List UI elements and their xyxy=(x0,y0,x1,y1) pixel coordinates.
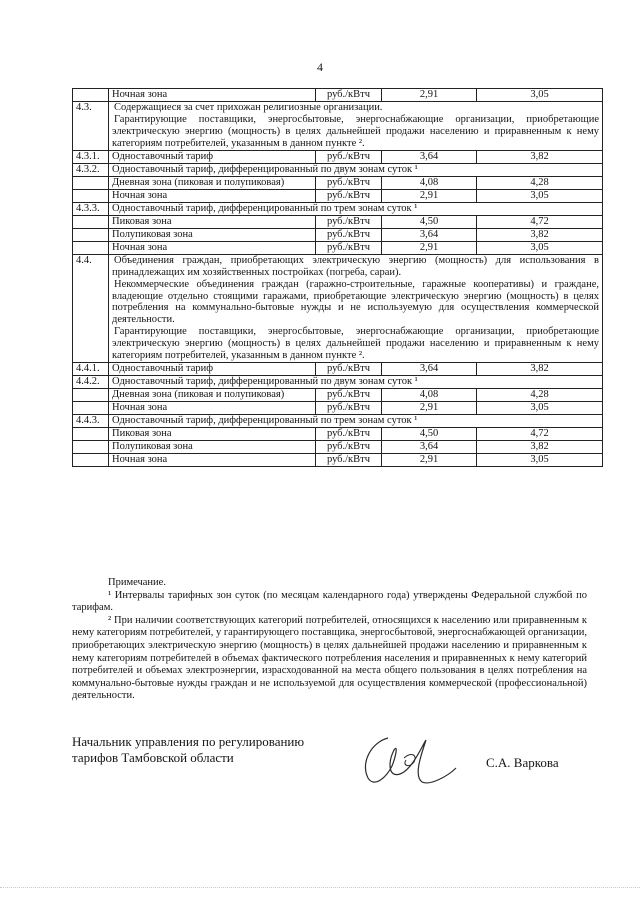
zone-label: Полупиковая зона xyxy=(109,228,316,241)
tariff-value-first-half: 2,91 xyxy=(382,402,477,415)
zone-label: Пиковая зона xyxy=(109,428,316,441)
tariff-value-first-half: 2,91 xyxy=(382,89,477,102)
unit-cell: руб./кВтч xyxy=(316,189,382,202)
zone-label: Дневная зона (пиковая и полупиковая) xyxy=(109,389,316,402)
signatory-title-line-2: тарифов Тамбовской области xyxy=(72,749,234,765)
item-number xyxy=(73,454,109,467)
category-paragraph: Гарантирующие поставщики, энергосбытовые, энергоснабжающие организации, приобретающие электрическую энергию (мощность) в целях дальнейшей продажи населению и приравненным к нему категориям потребителей, указанным в данном пункте ². xyxy=(112,113,599,149)
table-row xyxy=(73,228,603,241)
zone-label: Одноставочный тариф xyxy=(109,150,316,163)
tariff-type-heading: Одноставочный тариф, дифференцированный по трем зонам суток ¹ xyxy=(109,415,603,428)
handwritten-signature xyxy=(352,728,462,790)
tariff-value-first-half: 3,64 xyxy=(382,441,477,454)
item-number: 4.3.1. xyxy=(73,150,109,163)
table-row xyxy=(73,163,603,176)
table-row xyxy=(73,189,603,202)
notes-section xyxy=(72,577,587,703)
tariff-value-second-half: 3,05 xyxy=(477,402,603,415)
table-row xyxy=(73,101,603,150)
unit-cell: руб./кВтч xyxy=(316,441,382,454)
unit-cell: руб./кВтч xyxy=(316,454,382,467)
table-row xyxy=(73,215,603,228)
tariff-type-heading: Одноставочный тариф, дифференцированный по трем зонам суток ¹ xyxy=(109,202,603,215)
table-row xyxy=(73,241,603,254)
tariff-value-first-half: 4,08 xyxy=(382,389,477,402)
item-number xyxy=(73,215,109,228)
tariff-value-first-half: 2,91 xyxy=(382,189,477,202)
tariff-value-second-half: 3,05 xyxy=(477,454,603,467)
tariff-value-first-half: 3,64 xyxy=(382,363,477,376)
table-row xyxy=(73,454,603,467)
table-row xyxy=(73,389,603,402)
tariff-value-second-half: 3,05 xyxy=(477,89,603,102)
table-row xyxy=(73,89,603,102)
category-paragraph: Гарантирующие поставщики, энергосбытовые, энергоснабжающие организации, приобретающие электрическую энергию (мощность) в целях дальнейшей продажи населению и приравненным к нему категориям потребителей, указанным в данном пункте ². xyxy=(112,326,599,362)
tariff-value-second-half: 3,05 xyxy=(477,241,603,254)
tariff-value-second-half: 3,05 xyxy=(477,189,603,202)
item-number: 4.3.3. xyxy=(73,202,109,215)
item-number xyxy=(73,402,109,415)
tariff-table xyxy=(72,88,603,467)
zone-label: Ночная зона xyxy=(109,189,316,202)
tariff-type-heading: Одноставочный тариф, дифференцированный по двум зонам суток ¹ xyxy=(109,163,603,176)
category-description xyxy=(109,101,603,150)
zone-label: Одноставочный тариф xyxy=(109,363,316,376)
tariff-value-first-half: 3,64 xyxy=(382,150,477,163)
zone-label: Пиковая зона xyxy=(109,215,316,228)
tariff-value-second-half: 4,72 xyxy=(477,215,603,228)
unit-cell: руб./кВтч xyxy=(316,241,382,254)
item-number: 4.4.2. xyxy=(73,376,109,389)
footnote-2: ² При наличии соответствующих категорий потребителей, относящихся к населению или приравненным к нему категориям потребителей, у гарантирующего поставщика, энергосбытовой, энергоснабжающей организации, приобретающих электрическую энергию (мощность) в целях дальнейшей продажи населению и приравненным к нему категориям потребителей в объемах фактического потребления населения и приравненных к нему категорий потребителей и объемах электроэнергии, израсходованной на места общего пользования в целях потребления на коммунально-бытовые нужды граждан и не используемой для осуществления коммерческой (профессиональной) деятельности. xyxy=(72,614,587,702)
table-row xyxy=(73,428,603,441)
zone-label: Полупиковая зона xyxy=(109,441,316,454)
item-number: 4.4.1. xyxy=(73,363,109,376)
table-row xyxy=(73,402,603,415)
table-row xyxy=(73,176,603,189)
table-row xyxy=(73,415,603,428)
zone-label: Ночная зона xyxy=(109,241,316,254)
footnote-1: ¹ Интервалы тарифных зон суток (по месяцам календарного года) утверждены Федеральной службой по тарифам. xyxy=(72,589,587,614)
notes-heading: Примечание. xyxy=(108,577,166,588)
signatory-name: С.А. Варкова xyxy=(486,755,559,770)
table-row xyxy=(73,363,603,376)
category-description xyxy=(109,254,603,363)
unit-cell: руб./кВтч xyxy=(316,89,382,102)
signatory-title-line-1: Начальник управления по регулированию xyxy=(72,734,305,749)
item-number: 4.4. xyxy=(73,254,109,363)
item-number xyxy=(73,228,109,241)
item-number xyxy=(73,241,109,254)
item-number: 4.3. xyxy=(73,101,109,150)
zone-label: Дневная зона (пиковая и полупиковая) xyxy=(109,176,316,189)
unit-cell: руб./кВтч xyxy=(316,215,382,228)
zone-label: Ночная зона xyxy=(109,454,316,467)
tariff-value-first-half: 2,91 xyxy=(382,454,477,467)
item-number xyxy=(73,176,109,189)
table-row xyxy=(73,441,603,454)
page-number: 4 xyxy=(317,60,323,74)
table-row xyxy=(73,376,603,389)
item-number xyxy=(73,389,109,402)
category-paragraph: Объединения граждан, приобретающих электрическую энергию (мощность) для использования в принадлежащих им хозяйственных постройках (погреба, сараи). xyxy=(112,254,599,278)
item-number xyxy=(73,189,109,202)
item-number xyxy=(73,428,109,441)
table-row xyxy=(73,202,603,215)
scan-border-line xyxy=(0,887,640,889)
tariff-value-first-half: 2,91 xyxy=(382,241,477,254)
item-number: 4.4.3. xyxy=(73,415,109,428)
tariff-value-second-half: 3,82 xyxy=(477,150,603,163)
table-row xyxy=(73,254,603,363)
tariff-value-second-half: 3,82 xyxy=(477,228,603,241)
tariff-value-second-half: 4,72 xyxy=(477,428,603,441)
table-row xyxy=(73,150,603,163)
unit-cell: руб./кВтч xyxy=(316,176,382,189)
unit-cell: руб./кВтч xyxy=(316,402,382,415)
tariff-value-first-half: 4,08 xyxy=(382,176,477,189)
unit-cell: руб./кВтч xyxy=(316,363,382,376)
tariff-value-first-half: 4,50 xyxy=(382,215,477,228)
category-paragraph: Некоммерческие объединения граждан (гаражно-строительные, гаражные кооперативы) и граждане, владеющие отдельно стоящими гаражами, приобретающие электрическую энергию (мощность) в целях потребления на коммунально-бытовые нужды и не используемую для осуществления коммерческой деятельности. xyxy=(112,278,599,326)
signatory-title xyxy=(72,734,304,765)
category-paragraph: Содержащиеся за счет прихожан религиозные организации. xyxy=(114,101,383,113)
unit-cell: руб./кВтч xyxy=(316,228,382,241)
tariff-value-first-half: 3,64 xyxy=(382,228,477,241)
tariff-value-first-half: 4,50 xyxy=(382,428,477,441)
tariff-type-heading: Одноставочный тариф, дифференцированный по двум зонам суток ¹ xyxy=(109,376,603,389)
tariff-value-second-half: 4,28 xyxy=(477,176,603,189)
item-number xyxy=(73,89,109,102)
unit-cell: руб./кВтч xyxy=(316,150,382,163)
unit-cell: руб./кВтч xyxy=(316,428,382,441)
item-number xyxy=(73,441,109,454)
zone-label: Ночная зона xyxy=(109,402,316,415)
tariff-value-second-half: 3,82 xyxy=(477,441,603,454)
tariff-value-second-half: 3,82 xyxy=(477,363,603,376)
item-number: 4.3.2. xyxy=(73,163,109,176)
unit-cell: руб./кВтч xyxy=(316,389,382,402)
zone-label: Ночная зона xyxy=(109,89,316,102)
tariff-value-second-half: 4,28 xyxy=(477,389,603,402)
